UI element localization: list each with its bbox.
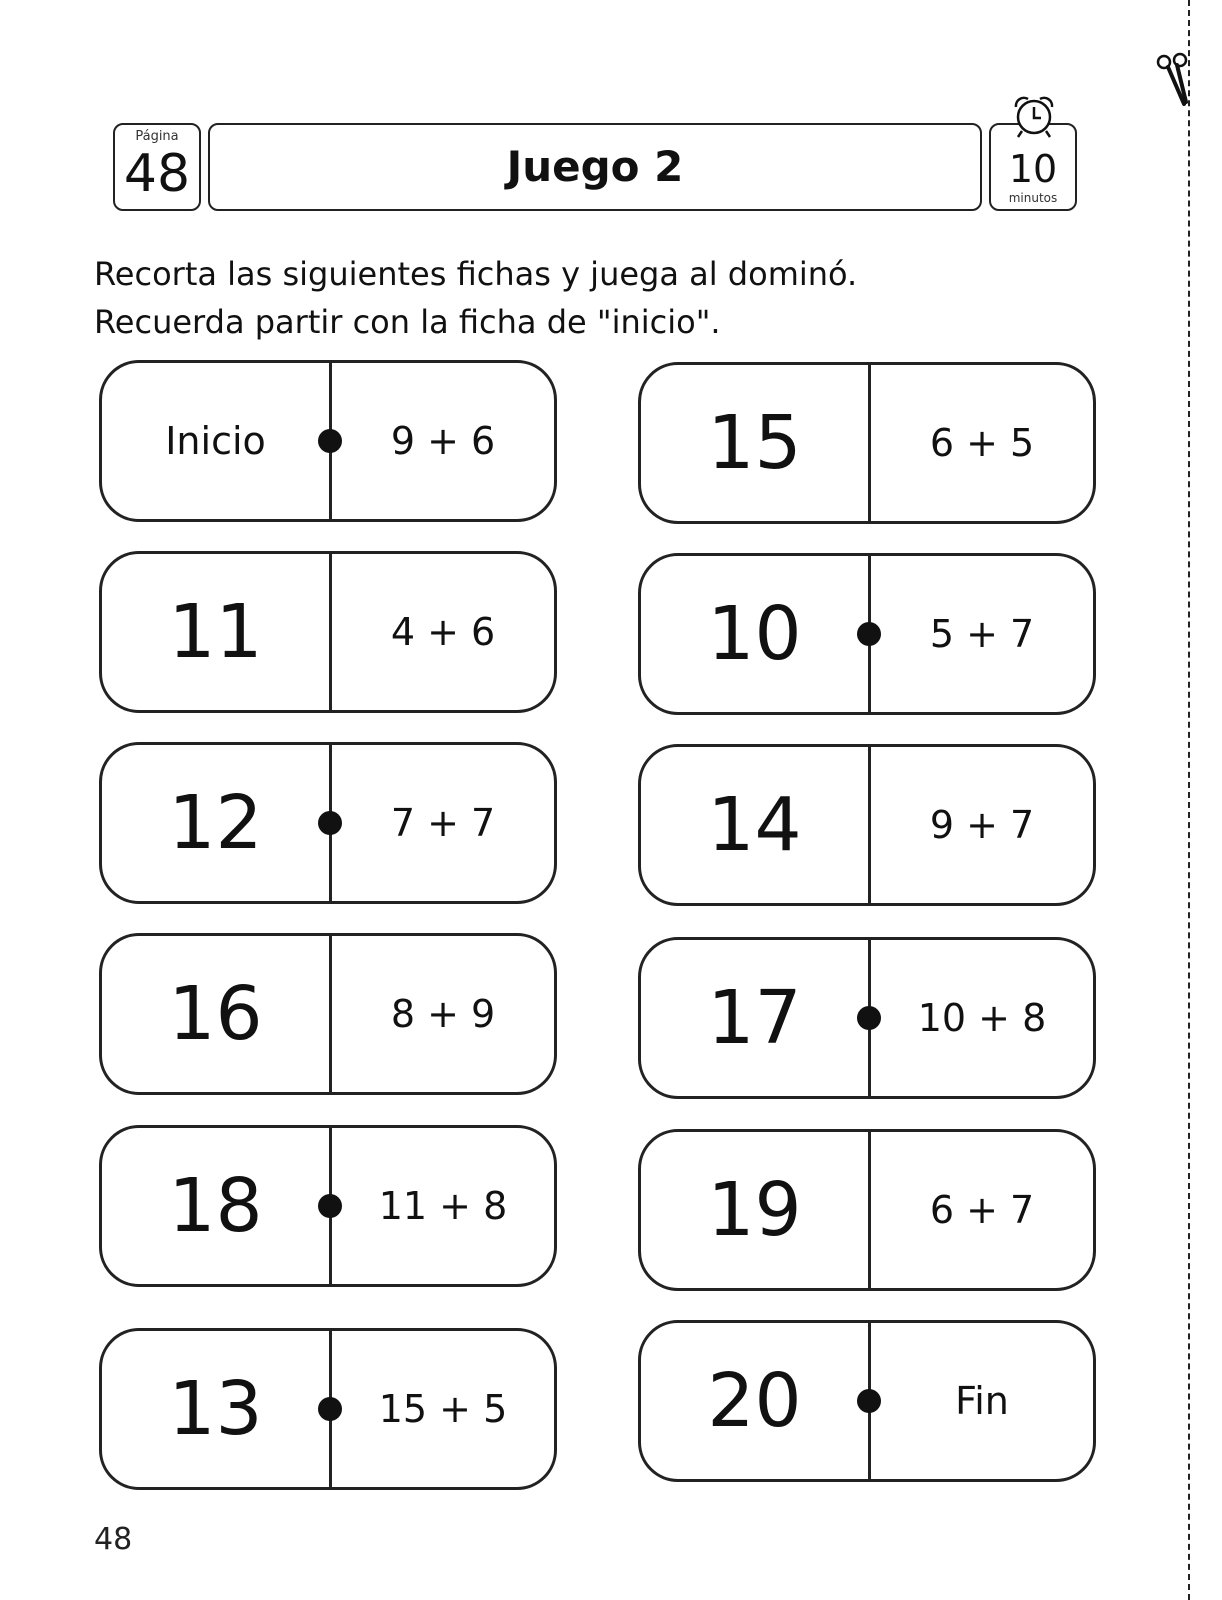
domino-left: 18 bbox=[168, 1163, 263, 1249]
domino-tile[interactable] bbox=[99, 742, 557, 904]
domino-right: 5 + 7 bbox=[929, 612, 1035, 656]
domino-tile[interactable] bbox=[638, 744, 1096, 906]
domino-right: Fin bbox=[955, 1379, 1009, 1423]
domino-right: 11 + 8 bbox=[378, 1184, 508, 1228]
scissors-icon bbox=[1156, 52, 1190, 108]
title-box bbox=[208, 123, 982, 211]
domino-left: 14 bbox=[707, 782, 802, 868]
domino-tile[interactable] bbox=[638, 362, 1096, 524]
domino-right: 8 + 9 bbox=[390, 992, 496, 1036]
domino-right: 10 + 8 bbox=[917, 996, 1047, 1040]
page-number: 48 bbox=[123, 144, 191, 204]
domino-tile[interactable] bbox=[638, 1129, 1096, 1291]
time-unit: minutos bbox=[1008, 191, 1058, 205]
time-value: 10 bbox=[1008, 147, 1058, 191]
domino-tile[interactable] bbox=[99, 551, 557, 713]
domino-tile[interactable] bbox=[99, 1125, 557, 1287]
domino-left: Inicio bbox=[165, 419, 266, 463]
alarm-clock-icon bbox=[1008, 95, 1060, 141]
cut-line bbox=[1188, 0, 1190, 1600]
domino-tile[interactable] bbox=[99, 360, 557, 522]
domino-tile[interactable] bbox=[638, 1320, 1096, 1482]
domino-left: 17 bbox=[707, 975, 802, 1061]
instruction-line-1: Recorta las siguientes fichas y juega al dominó. bbox=[94, 255, 858, 293]
page-label: Página bbox=[135, 129, 179, 144]
instructions bbox=[94, 250, 1094, 346]
instruction-line-2: Recuerda partir con la ficha de "inicio". bbox=[94, 303, 721, 341]
domino-right: 9 + 7 bbox=[929, 803, 1035, 847]
domino-right: 6 + 5 bbox=[929, 421, 1035, 465]
domino-left: 13 bbox=[168, 1366, 263, 1452]
domino-right: 6 + 7 bbox=[929, 1188, 1035, 1232]
domino-right: 15 + 5 bbox=[378, 1387, 508, 1431]
page-title: Juego 2 bbox=[506, 142, 684, 191]
domino-right: 9 + 6 bbox=[390, 419, 496, 463]
domino-tile[interactable] bbox=[99, 1328, 557, 1490]
page-number-box bbox=[113, 123, 201, 211]
domino-left: 12 bbox=[168, 780, 263, 866]
domino-tile[interactable] bbox=[638, 937, 1096, 1099]
domino-right: 7 + 7 bbox=[390, 801, 496, 845]
domino-left: 11 bbox=[168, 589, 263, 675]
domino-right: 4 + 6 bbox=[390, 610, 496, 654]
domino-left: 10 bbox=[707, 591, 802, 677]
footer-page-number: 48 bbox=[94, 1522, 133, 1557]
domino-left: 20 bbox=[707, 1358, 802, 1444]
domino-left: 16 bbox=[168, 971, 263, 1057]
domino-tile[interactable] bbox=[99, 933, 557, 1095]
domino-left: 15 bbox=[707, 400, 802, 486]
domino-tile[interactable] bbox=[638, 553, 1096, 715]
domino-left: 19 bbox=[707, 1167, 802, 1253]
